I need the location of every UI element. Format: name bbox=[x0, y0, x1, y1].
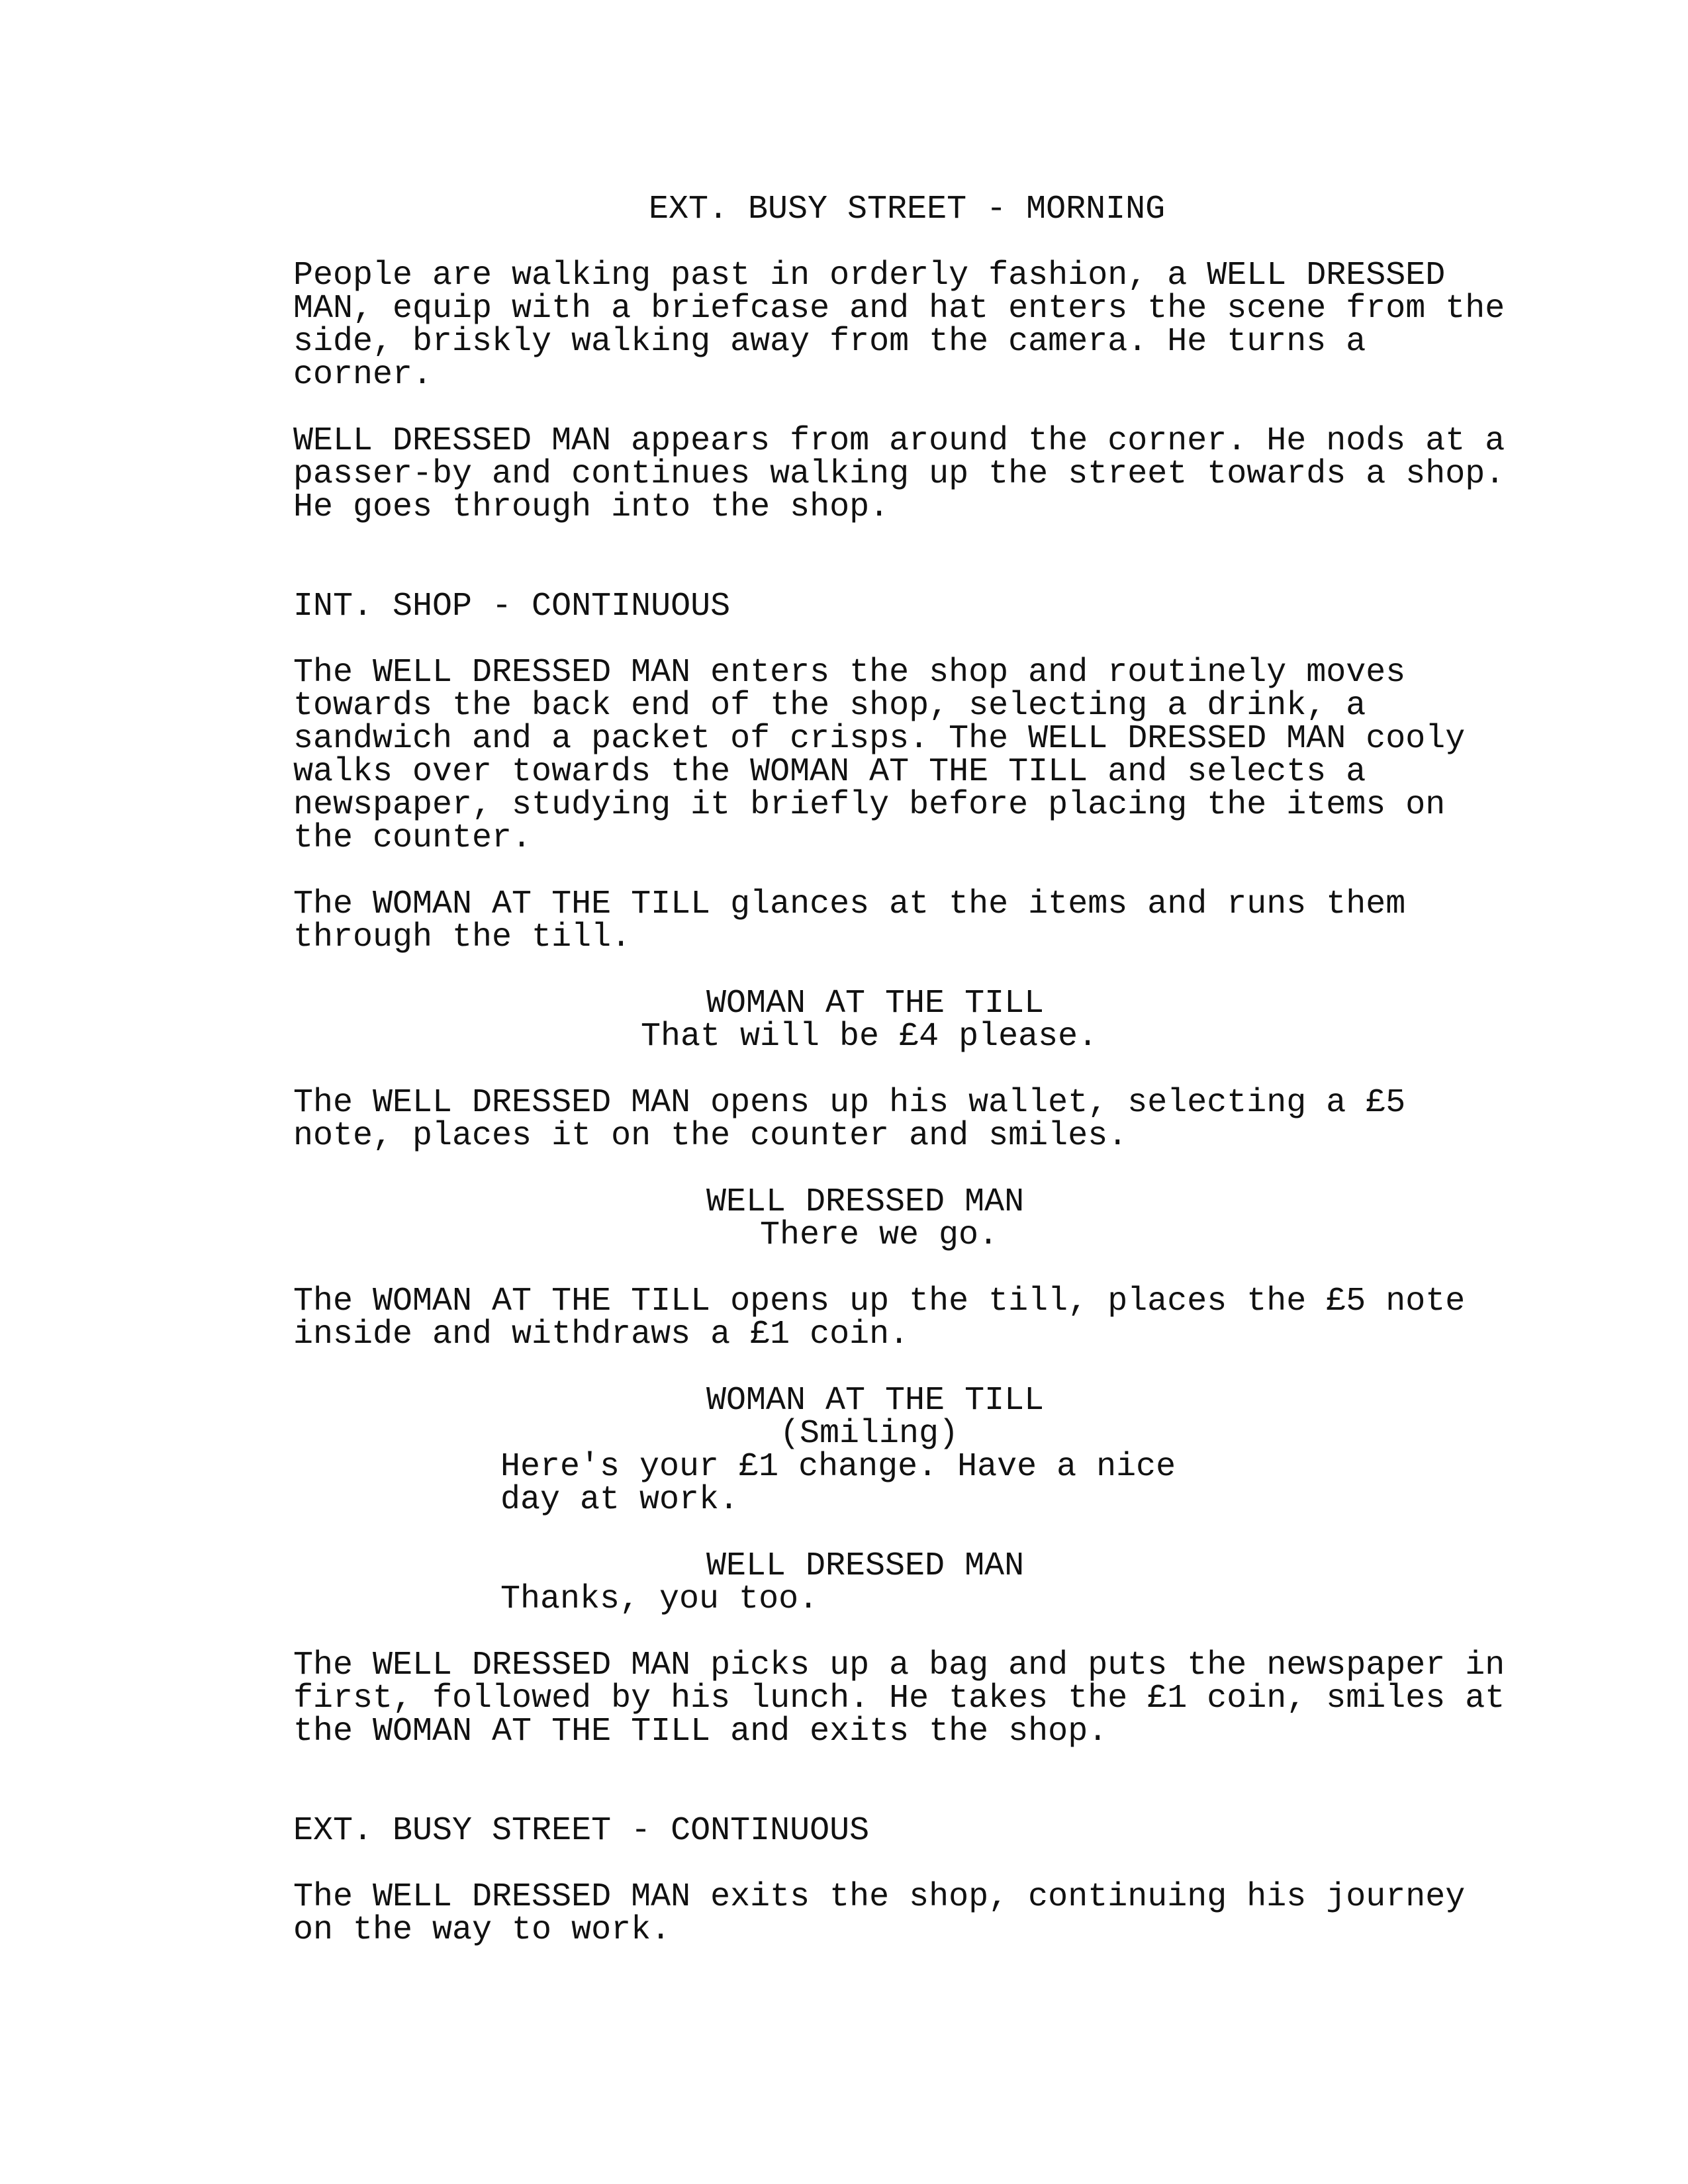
action-paragraph: The WELL DRESSED MAN opens up his wallet, selecting a £5 note, places it on the counter and smiles. bbox=[293, 1084, 1406, 1155]
scene-heading: EXT. BUSY STREET - CONTINUOUS bbox=[293, 1812, 870, 1850]
dialogue-line: Here's your £1 change. Have a nice day at work. bbox=[500, 1448, 1176, 1519]
action-paragraph: People are walking past in orderly fashion, a WELL DRESSED MAN, equip with a briefcase and hat enters the scene from the side, briskly walking away from the camera. He turns a corner. bbox=[293, 257, 1505, 394]
dialogue-parenthetical: (Smiling) bbox=[780, 1415, 959, 1453]
action-paragraph: WELL DRESSED MAN appears from around the corner. He nods at a passer-by and continues walking up the street towards a shop. He goes through into the shop. bbox=[293, 422, 1505, 526]
dialogue-line: Thanks, you too. bbox=[500, 1580, 819, 1618]
action-paragraph: The WELL DRESSED MAN picks up a bag and puts the newspaper in first, followed by his lunch. He takes the £1 coin, smiles at the WOMAN AT THE TILL and exits the shop. bbox=[293, 1647, 1505, 1751]
action-paragraph: The WOMAN AT THE TILL opens up the till, places the £5 note inside and withdraws a £1 coin. bbox=[293, 1283, 1466, 1353]
action-paragraph: The WOMAN AT THE TILL glances at the items and runs them through the till. bbox=[293, 886, 1406, 956]
dialogue-line: That will be £4 please. bbox=[641, 1018, 1098, 1056]
dialogue-character: WELL DRESSED MAN bbox=[706, 1183, 1025, 1221]
dialogue-character: WELL DRESSED MAN bbox=[706, 1547, 1025, 1585]
scene-heading: EXT. BUSY STREET - MORNING bbox=[649, 191, 1166, 228]
action-paragraph: The WELL DRESSED MAN enters the shop and routinely moves towards the back end of the shop, selecting a drink, a sandwich and a packet of crisps. The WELL DRESSED MAN cooly walks over towards the WOMAN AT THE TILL and selects a newspaper, studying it briefly before placing the items on the counter. bbox=[293, 654, 1466, 857]
dialogue-character: WOMAN AT THE TILL bbox=[706, 985, 1045, 1023]
dialogue-character: WOMAN AT THE TILL bbox=[706, 1382, 1045, 1420]
action-paragraph: The WELL DRESSED MAN exits the shop, continuing his journey on the way to work. bbox=[293, 1878, 1466, 1949]
scene-heading: INT. SHOP - CONTINUOUS bbox=[293, 588, 731, 625]
dialogue-line: There we go. bbox=[760, 1216, 999, 1254]
